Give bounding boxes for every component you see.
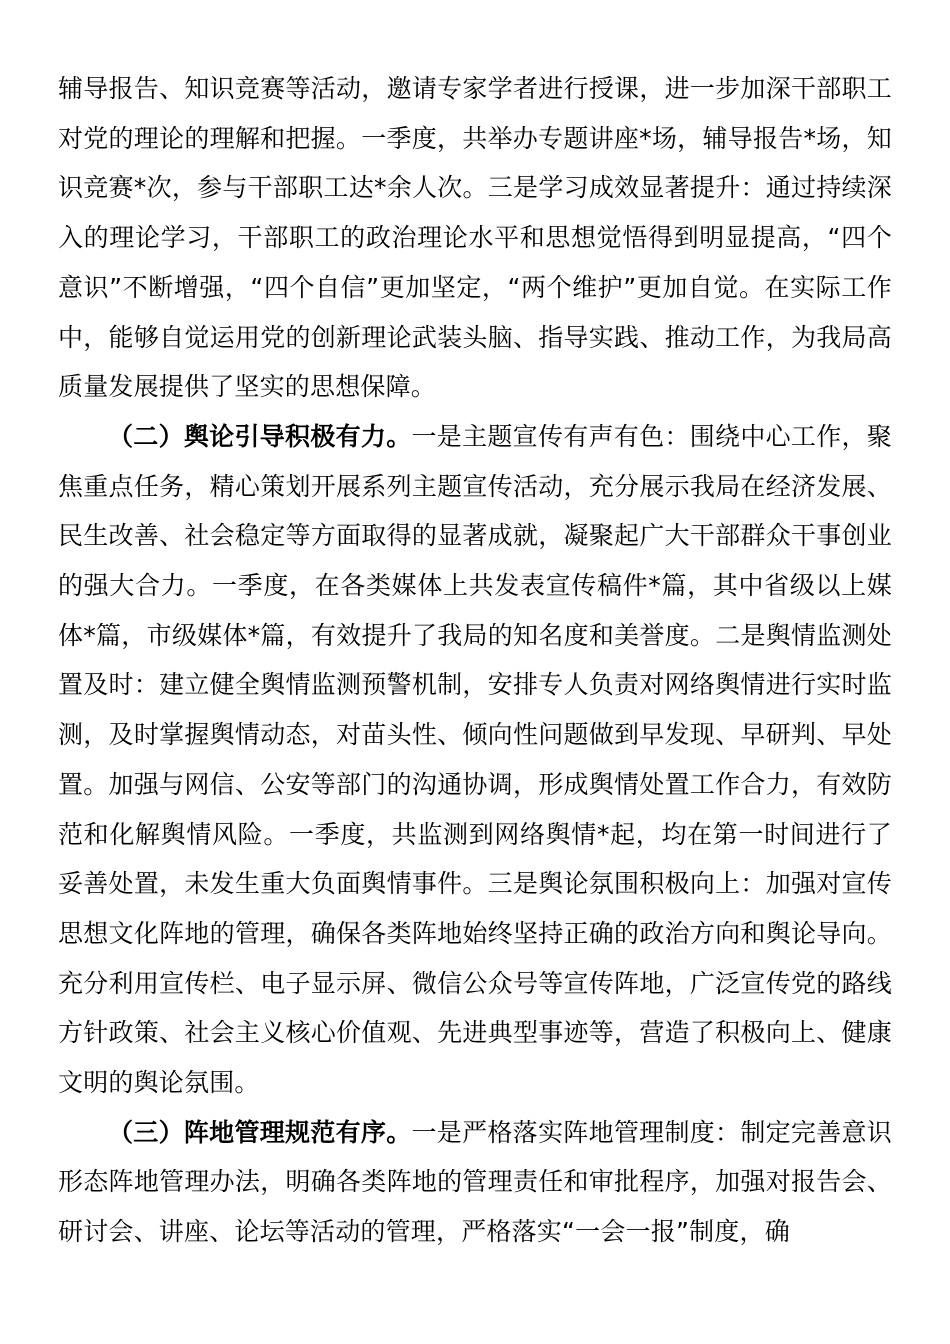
paragraph-2 (58, 412, 892, 1108)
paragraph-3-text: 一是严格落实阵地管理制度：制定完善意识形态阵地管理办法，明确各类阵地的管理责任和审批程序，加强对报告会、研讨会、讲座、论坛等活动的管理，严格落实“一会一报”制度，确 (58, 1117, 892, 1247)
section-heading-3: （三）阵地管理规范有序。 (108, 1117, 412, 1147)
document-body (58, 64, 892, 1257)
paragraph-1-text: 辅导报告、知识竞赛等活动，邀请专家学者进行授课，进一步加深干部职工对党的理论的理解和把握。一季度，共举办专题讲座*场，辅导报告*场，知识竞赛*次，参与干部职工达*余人次。三是学习成效显著提升：通过持续深入的理论学习，干部职工的政治理论水平和思想觉悟得到明显提高，“四个意识”不断增强，“四个自信”更加坚定，“两个维护”更加自觉。在实际工作中，能够自觉运用党的创新理论武装头脑、指导实践、推动工作，为我局高质量发展提供了坚实的思想保障。 (58, 74, 892, 402)
paragraph-2-text: 一是主题宣传有声有色：围绕中心工作，聚焦重点任务，精心策划开展系列主题宣传活动，充分展示我局在经济发展、民生改善、社会稳定等方面取得的显著成就，凝聚起广大干部群众干事创业的强大合力。一季度，在各类媒体上共发表宣传稿件*篇，其中省级以上媒体*篇，市级媒体*篇，有效提升了我局的知名度和美誉度。二是舆情监测处置及时：建立健全舆情监测预警机制，安排专人负责对网络舆情进行实时监测，及时掌握舆情动态，对苗头性、倾向性问题做到早发现、早研判、早处置。加强与网信、公安等部门的沟通协调，形成舆情处置工作合力，有效防范和化解舆情风险。一季度，共监测到网络舆情*起，均在第一时间进行了妥善处置，未发生重大负面舆情事件。三是舆论氛围积极向上：加强对宣传思想文化阵地的管理，确保各类阵地始终坚持正确的政治方向和舆论导向。充分利用宣传栏、电子显示屏、微信公众号等宣传阵地，广泛宣传党的路线方针政策、社会主义核心价值观、先进典型事迹等，营造了积极向上、健康文明的舆论氛围。 (58, 421, 892, 1098)
paragraph-3 (58, 1108, 892, 1257)
paragraph-1 (58, 64, 892, 412)
section-heading-2: （二）舆论引导积极有力。 (108, 421, 412, 451)
